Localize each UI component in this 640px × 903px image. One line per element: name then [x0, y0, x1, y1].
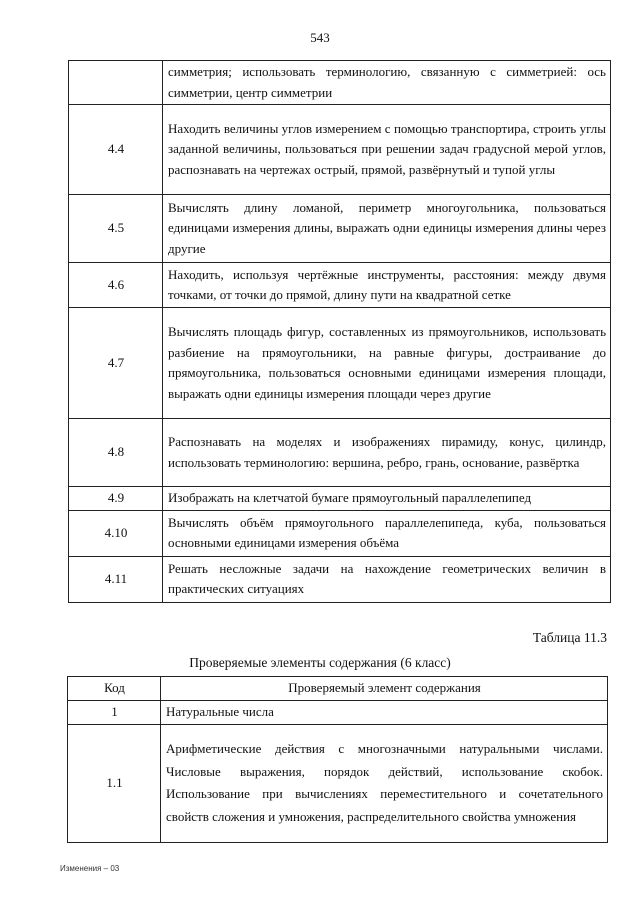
row-code: 4.8 [69, 419, 163, 487]
row-code: 4.9 [69, 487, 163, 511]
row-code: 4.11 [69, 556, 163, 602]
table-label: Таблица 11.3 [532, 630, 607, 645]
table-row [69, 308, 611, 419]
continued-content-table [68, 60, 611, 603]
row-code: 4.10 [69, 510, 163, 556]
row-code: 4.7 [69, 308, 163, 419]
table-row [69, 61, 611, 105]
header-element: Проверяемый элемент содержания [161, 677, 608, 701]
table-row [69, 510, 611, 556]
row-text: Вычислять площадь фигур, составленных из прямоугольников, использовать разбиение на прямоугольники, на равные фигуры, достраивание до прямоугольника, пользоваться основными единицами измерения площади, выражать одни единицы измерения площади через другие [163, 308, 611, 419]
content-elements-table [67, 676, 608, 843]
page-number: 543 [310, 30, 330, 45]
row-text: Арифметические действия с многозначными натуральными числами. Числовые выражения, порядок действий, использование скобок. Использование при вычислениях переместительного и сочетательного свойств сложения и умножения, распределительного свойства умножения [161, 724, 608, 842]
table-row [69, 195, 611, 263]
row-code: 4.5 [69, 195, 163, 263]
table-row [69, 487, 611, 511]
row-text: Изображать на клетчатой бумаге прямоугольный параллелепипед [163, 487, 611, 511]
row-text: Распознавать на моделях и изображениях пирамиду, конус, цилиндр, использовать терминологию: вершина, ребро, грань, основание, развёртка [163, 419, 611, 487]
row-code: 4.6 [69, 263, 163, 308]
table-row [69, 556, 611, 602]
table-row [69, 419, 611, 487]
table-row [68, 701, 608, 725]
row-text: симметрия; использовать терминологию, связанную с симметрией: ось симметрии, центр симметрии [163, 61, 611, 105]
table-row [68, 724, 608, 842]
header-code: Код [68, 677, 161, 701]
row-text: Вычислять длину ломаной, периметр многоугольника, пользоваться единицами измерения длины, выражать одни единицы измерения длины через другие [163, 195, 611, 263]
row-text: Вычислять объём прямоугольного параллелепипеда, куба, пользоваться основными единицами измерения объёма [163, 510, 611, 556]
table-header-row [68, 677, 608, 701]
row-text: Решать несложные задачи на нахождение геометрических величин в практических ситуациях [163, 556, 611, 602]
row-code: 4.4 [69, 105, 163, 195]
row-code [69, 61, 163, 105]
row-text: Натуральные числа [161, 701, 608, 725]
row-text: Находить величины углов измерением с помощью транспортира, строить углы заданной величины, пользоваться при решении задач градусной мерой углов, распознавать на чертежах острый, прямой, развёрнутый и тупой углы [163, 105, 611, 195]
row-code: 1.1 [68, 724, 161, 842]
row-code: 1 [68, 701, 161, 725]
row-text: Находить, используя чертёжные инструменты, расстояния: между двумя точками, от точки до прямой, длину пути на квадратной сетке [163, 263, 611, 308]
table-row [69, 263, 611, 308]
table-caption: Проверяемые элементы содержания (6 класс) [189, 655, 451, 670]
table-row [69, 105, 611, 195]
footer-revision: Изменения – 03 [60, 864, 120, 873]
